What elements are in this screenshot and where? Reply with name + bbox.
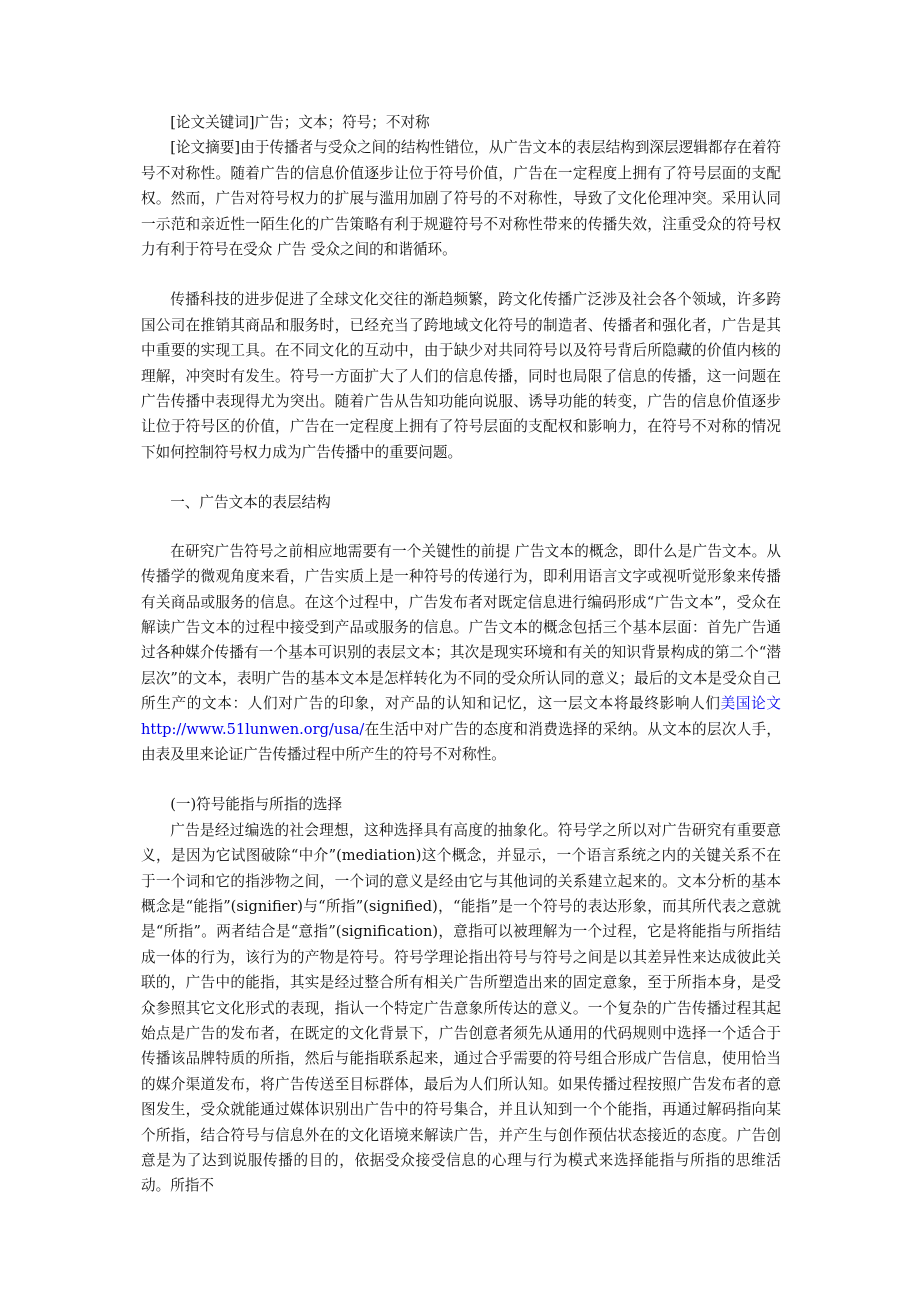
document-page xyxy=(141,110,781,1199)
keywords-line: [论文关键词]广告；文本；符号；不对称 xyxy=(170,114,430,131)
intro-paragraph: 传播科技的进步促进了全球文化交往的渐趋频繁，跨文化传播广泛涉及社会各个领域，许多跨国公司在推销其商品和服务时，已经充当了跨地域文化符号的制造者、传播者和强化者，广告是其中重要的实现工具。在不同文化的互动中，由于缺少对共同符号以及符号背后所隐藏的价值内核的理解，冲突时有发生。符号一方面扩大了人们的信息传播，同时也局限了信息的传播，这一问题在广告传播中表现得尤为突出。随着广告从告知功能向说服、诱导功能的转变，广告的信息价值逐步让位于符号区的价值，广告在一定程度上拥有了符号层面的支配权和影响力，在符号不对称的情况下如何控制符号权力成为广告传播中的重要问题。 xyxy=(141,291,781,461)
subsection-paragraph: 广告是经过编选的社会理想，这种选择具有高度的抽象化。符号学之所以对广告研究有重要意义，是因为它试图破除“中介”(mediation)这个概念，并显示，一个语言系统之内的关键关系不在于一个词和它的指涉物之间，一个词的意义是经由它与其他词的关系建立起来的。文本分析的基本概念是“能指”(signifier)与“所指”(signified)，“能指”是一个符号的表达形象，而其所代表之意就是“所指”。两者结合是“意指”(signification)，意指可以被理解为一个过程，它是将能指与所指结成一体的行为，该行为的产物是符号。符号学理论指出符号与符号之间是以其差异性来达成彼此关联的，广告中的能指，其实是经过整合所有相关广告所塑造出来的固定意象，至于所指本身，是受众参照其它文化形式的表现，指认一个特定广告意象所传达的意义。一个复杂的广告传播过程其起始点是广告的发布者，在既定的文化背景下，广告创意者须先从通用的代码规则中选择一个适合于传播该品牌特质的所指，然后与能指联系起来，通过合乎需要的符号组合形成广告信息，使用恰当的媒介渠道发布，将广告传送至目标群体，最后为人们所认知。如果传播过程按照广告发布者的意图发生，受众就能通过媒体识别出广告中的符号集合，并且认知到一个个能指，再通过解码指向某个所指，结合符号与信息外在的文化语境来解读广告，并产生与创作预估状态接近的态度。广告创意是为了达到说服传播的目的，依据受众接受信息的心理与行为模式来选择能指与所指的思维活动。所指不 xyxy=(141,821,781,1195)
article-link[interactable]: 美国论文 xyxy=(720,695,781,713)
article-url-link[interactable]: http://www.51lunwen.org/usa/ xyxy=(141,720,365,738)
section-body-paragraph xyxy=(141,539,781,768)
abstract-paragraph: [论文摘要]由于传播者与受众之间的结构性错位，从广告文本的表层结构到深层逻辑都存在着符号不对称性。随着广告的信息价值逐步让位于符号价值，广告在一定程度上拥有了符号层面的支配权。然而，广告对符号权力的扩展与滥用加剧了符号的不对称性，导致了文化伦理冲突。采用认同一示范和亲近性一陌生化的广告策略有利于规避符号不对称性带来的传播失效，注重受众的符号权力有利于符号在受众 广告 受众之间的和谐循环。 xyxy=(141,139,781,259)
subsection-heading: (一)符号能指与所指的选择 xyxy=(170,796,343,814)
paragraph-text-after-link: 在生活中对广告的态度和消费选择的采纳。从文本的层次人手，由表及里来论证广告传播过程中所产生的符号不对称性。 xyxy=(141,720,781,763)
section-heading: 一、广告文本的表层结构 xyxy=(170,494,331,512)
paragraph-text-before-link: 在研究广告符号之前相应地需要有一个关键性的前提 广告文本的概念，即什么是广告文本。从传播学的微观角度来看，广告实质上是一种符号的传递行为，即利用语言文字或视听觉形象来传播有关商品或服务的信息。在这个过程中，广告发布者对既定信息进行编码形成“广告文本”，受众在解读广告文本的过程中接受到产品或服务的信息。广告文本的概念包括三个基本层面：首先广告通过各种媒介传播有一个基本可识别的表层文本；其次是现实环境和有关的知识背景构成的第二个“潜层次”的文本，表明广告的基本文本是怎样转化为不同的受众所认同的意义；最后的文本是受众自己所生产的文本：人们对广告的印象，对产品的认知和记忆，这一层文本将最终影响人们 xyxy=(141,542,781,713)
